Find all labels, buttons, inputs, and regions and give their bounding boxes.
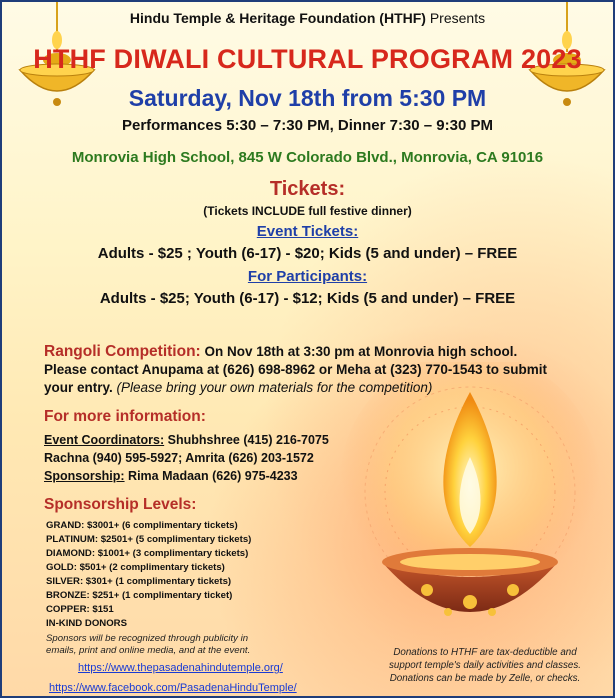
donation-line-3: Donations can be made by Zelle, or checks.	[389, 673, 581, 684]
tickets-note: (Tickets INCLUDE full festive dinner)	[203, 204, 412, 218]
event-ticket-prices: Adults - $25 ; Youth (6-17) - $20; Kids (5 and under) – FREE	[97, 245, 518, 262]
presents-word: Presents	[429, 10, 486, 26]
event-venue: Monrovia High School, 845 W Colorado Blvd., Monrovia, CA 91016	[71, 149, 544, 166]
sponsor-note-line-2: emails, print and online media, and at the event.	[46, 645, 251, 656]
level-bronze: BRONZE: $251+ (1 complimentary ticket)	[46, 590, 233, 601]
sponsor-recognition-note	[46, 633, 286, 657]
event-tickets-heading: Event Tickets:	[256, 223, 359, 240]
sponsorship-contact-label: Sponsorship:	[44, 469, 125, 483]
sponsor-note-line-1: Sponsors will be recognized through publicity in	[46, 633, 249, 644]
level-gold: GOLD: $501+ (2 complimentary tickets)	[46, 562, 225, 573]
level-in-kind: IN-KIND DONORS	[46, 618, 128, 629]
level-grand: GRAND: $3001+ (6 complimentary tickets)	[46, 520, 238, 531]
coordinators-label: Event Coordinators:	[44, 433, 165, 447]
level-silver: SILVER: $301+ (1 complimentary tickets)	[46, 576, 232, 587]
info-sponsorship	[44, 469, 298, 483]
info-heading: For more information:	[44, 408, 206, 425]
participants-heading: For Participants:	[247, 268, 368, 285]
coordinators-value: Shubhshree (415) 216-7075	[167, 433, 329, 447]
presenter-name: Hindu Temple & Heritage Foundation (HTHF)	[129, 10, 426, 26]
diya-lamp-icon	[332, 362, 613, 662]
event-title: HTHF DIWALI CULTURAL PROGRAM 2023	[33, 44, 582, 74]
level-copper: COPPER: $151	[46, 604, 114, 615]
rangoli-text-1: On Nov 18th at 3:30 pm at Monrovia high school.	[204, 344, 518, 359]
info-coordinators-2: Rachna (940) 595-5927; Amrita (626) 203-1572	[44, 451, 314, 465]
participant-ticket-prices: Adults - $25; Youth (6-17) - $12; Kids (5 and under) – FREE	[99, 290, 516, 307]
sponsorship-heading: Sponsorship Levels:	[44, 496, 197, 513]
event-date: Saturday, Nov 18th from 5:30 PM	[128, 85, 487, 111]
temple-website-link[interactable]: https://www.thepasadenahindutemple.org/	[78, 662, 283, 674]
event-times: Performances 5:30 – 7:30 PM, Dinner 7:30 – 9:30 PM	[121, 117, 493, 134]
info-coordinators	[44, 433, 329, 447]
level-diamond: DIAMOND: $1001+ (3 complimentary tickets)	[46, 548, 249, 559]
tickets-heading: Tickets:	[269, 178, 346, 200]
rangoli-heading: Rangoli Competition:	[44, 343, 201, 360]
presenter-line	[2, 10, 613, 26]
rangoli-text-3: your entry.	[44, 380, 113, 395]
level-platinum: PLATINUM: $2501+ (5 complimentary tickets)	[46, 534, 252, 545]
rangoli-text-2: Please contact Anupama at (626) 698-8962 or Meha at (323) 770-1543 to submit	[44, 362, 547, 377]
rangoli-section	[44, 343, 564, 397]
rangoli-note: (Please bring your own materials for the competition)	[116, 380, 433, 395]
facebook-page-link[interactable]: https://www.facebook.com/PasadenaHinduTemple/	[49, 682, 297, 694]
donation-line-2: support temple's daily activities and classes.	[389, 660, 581, 671]
donation-line-1: Donations to HTHF are tax-deductible and	[393, 647, 577, 658]
donation-note	[362, 646, 608, 685]
sponsorship-contact-value: Rima Madaan (626) 975-4233	[128, 469, 298, 483]
